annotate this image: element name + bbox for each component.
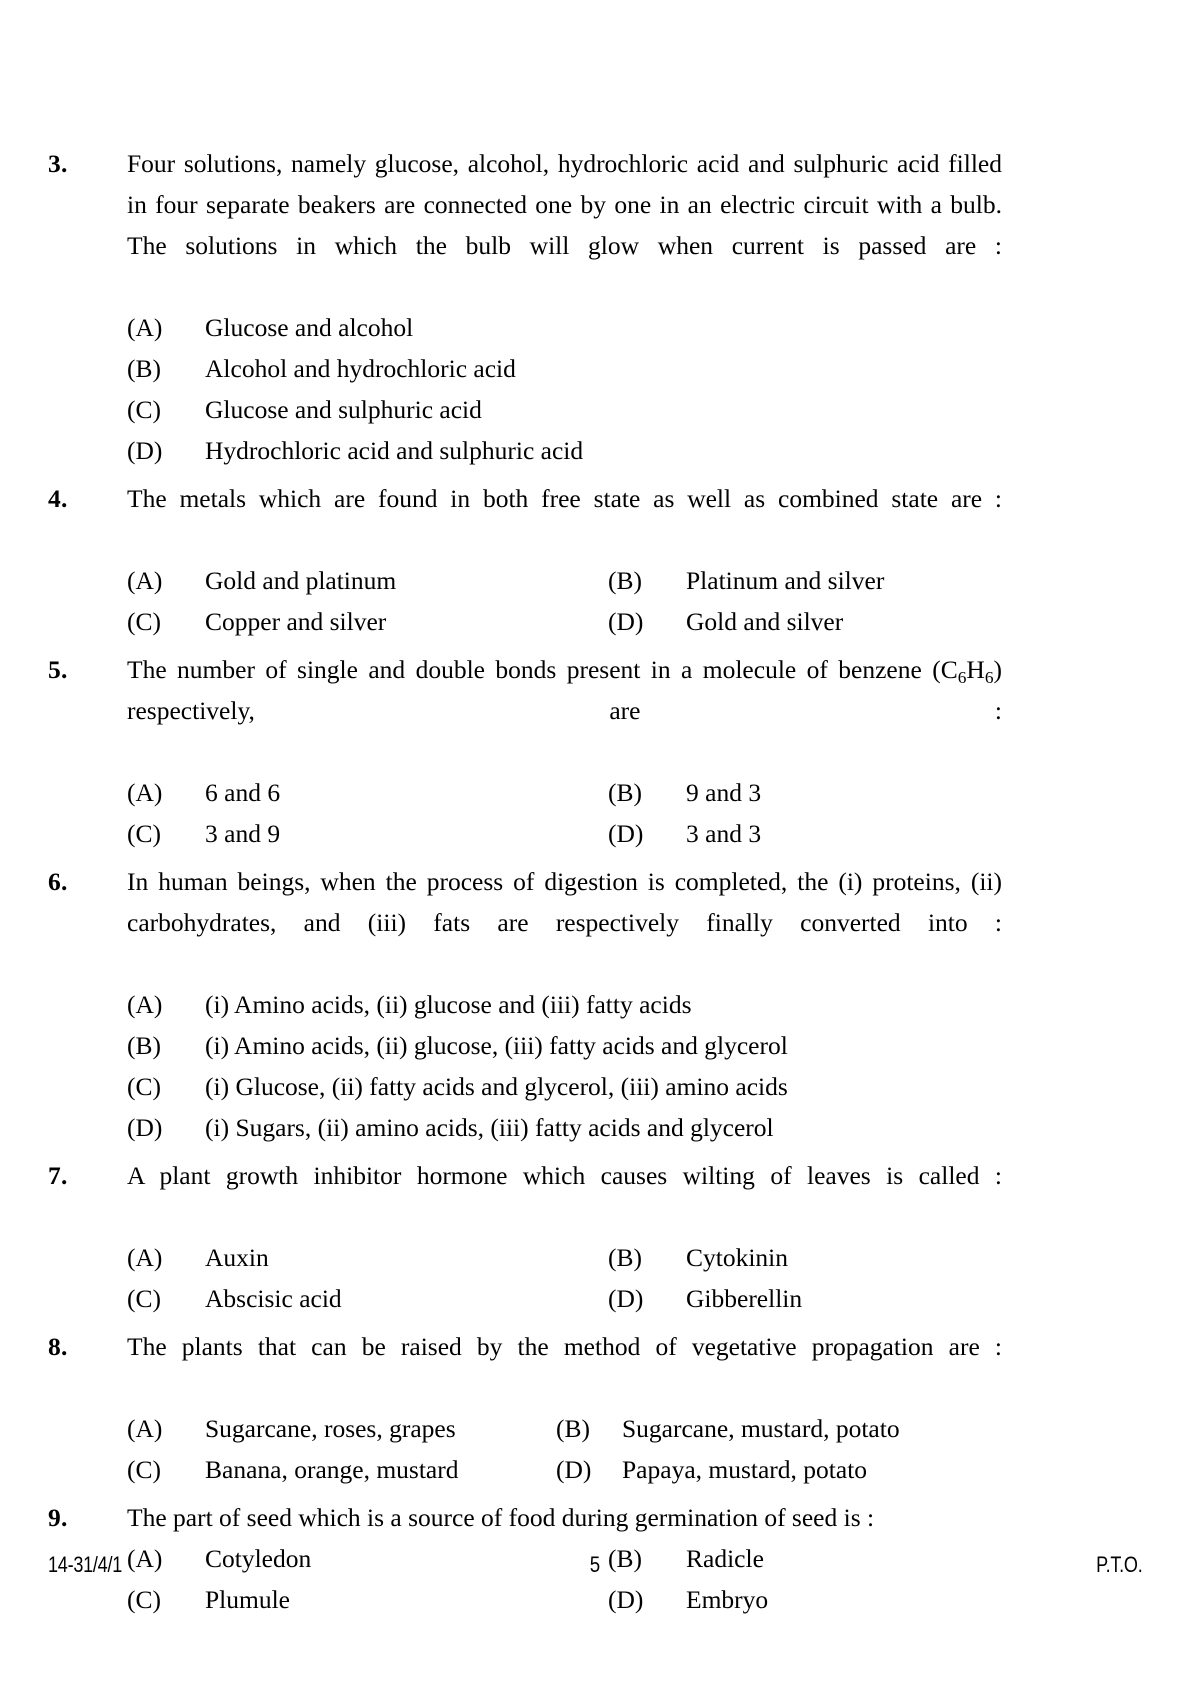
question-8-number: 8. — [48, 1332, 68, 1361]
page-number: 5 — [589, 1552, 601, 1577]
option-row — [127, 772, 1002, 813]
spacer — [48, 471, 1002, 478]
option-label: (C) — [127, 1284, 161, 1313]
option-row — [127, 348, 1002, 389]
option-row — [127, 1237, 1002, 1278]
option-text: Gold and silver — [686, 607, 844, 636]
option-text: (i) Amino acids, (ii) glucose and (iii) fatty acids — [205, 990, 692, 1019]
option-text: (i) Amino acids, (ii) glucose, (iii) fatty acids and glycerol — [205, 1031, 788, 1060]
option-label: (C) — [127, 1455, 161, 1484]
option-text: Glucose and alcohol — [205, 313, 414, 342]
question-9-stem: The part of seed which is a source of food during germination of seed is : — [127, 1503, 875, 1532]
spacer — [48, 1319, 1002, 1326]
question-4-option-b[interactable] — [608, 560, 884, 601]
option-label: (D) — [556, 1455, 592, 1484]
option-label: (D) — [608, 1585, 644, 1614]
question-6-stem: In human beings, when the process of digestion is completed, the (i) proteins, (ii) carbohydrates, and (iii) fats are respectively finally converted into : — [127, 867, 1002, 937]
option-label: (D) — [127, 436, 163, 465]
option-text: 3 and 9 — [205, 819, 281, 848]
option-label: (A) — [127, 313, 163, 342]
question-5-option-c[interactable] — [127, 813, 280, 854]
option-row — [127, 1025, 1002, 1066]
question-7-option-b[interactable] — [608, 1237, 788, 1278]
spacer — [48, 1490, 1002, 1497]
question-5-stem-part1: The number of single and double bonds present in a molecule of benzene (C — [127, 655, 958, 684]
page-footer — [48, 1548, 1142, 1582]
question-4-options — [48, 560, 1002, 642]
question-8-option-d[interactable] — [556, 1449, 867, 1490]
option-label: (D) — [608, 1284, 644, 1313]
option-row — [127, 307, 1002, 348]
question-8-option-a[interactable] — [127, 1408, 456, 1449]
option-label: (B) — [608, 778, 642, 807]
option-row — [127, 601, 1002, 642]
question-5-stem-part3: ) respectively, are : — [127, 655, 1002, 725]
option-text: Embryo — [686, 1585, 769, 1614]
option-text: Abscisic acid — [205, 1284, 342, 1313]
question-3-option-a[interactable] — [127, 307, 1002, 348]
question-3-option-b[interactable] — [127, 348, 1002, 389]
question-7-options — [48, 1237, 1002, 1319]
question-7-option-d[interactable] — [608, 1278, 802, 1319]
question-4-option-a[interactable] — [127, 560, 396, 601]
option-text: Cotyledon — [205, 1544, 312, 1573]
option-row — [127, 389, 1002, 430]
question-7 — [48, 1155, 1002, 1237]
question-list — [48, 143, 1002, 1620]
option-text: (i) Glucose, (ii) fatty acids and glycerol, (iii) amino acids — [205, 1072, 788, 1101]
option-label: (B) — [608, 566, 642, 595]
option-label: (C) — [127, 395, 161, 424]
question-7-number: 7. — [48, 1161, 68, 1190]
option-text: Plumule — [205, 1585, 291, 1614]
option-text: Radicle — [686, 1544, 764, 1573]
question-4-number: 4. — [48, 484, 68, 513]
question-6-options — [48, 984, 1002, 1148]
option-text: 3 and 3 — [686, 819, 762, 848]
question-8 — [48, 1326, 1002, 1408]
question-5-option-a[interactable] — [127, 772, 280, 813]
paper-code: 14-31/4/1 — [48, 1552, 123, 1577]
option-label: (B) — [608, 1544, 642, 1573]
question-3 — [48, 143, 1002, 307]
option-text: 9 and 3 — [686, 778, 762, 807]
option-label: (A) — [127, 778, 163, 807]
turn-over-note: P.T.O. — [1095, 1552, 1142, 1577]
question-3-option-d[interactable] — [127, 430, 1002, 471]
option-row — [127, 1107, 1002, 1148]
option-label: (A) — [127, 990, 163, 1019]
option-row — [127, 1278, 1002, 1319]
option-text: Alcohol and hydrochloric acid — [205, 354, 516, 383]
option-row — [127, 1066, 1002, 1107]
question-8-options — [48, 1408, 1002, 1490]
question-5-stem — [127, 649, 1002, 772]
question-6-option-d[interactable] — [127, 1107, 1002, 1148]
question-4-option-c[interactable] — [127, 601, 386, 642]
option-text: (i) Sugars, (ii) amino acids, (iii) fatty acids and glycerol — [205, 1113, 774, 1142]
option-label: (D) — [608, 819, 644, 848]
option-text: Cytokinin — [686, 1243, 789, 1272]
question-5-option-b[interactable] — [608, 772, 761, 813]
option-text: Glucose and sulphuric acid — [205, 395, 482, 424]
question-8-stem: The plants that can be raised by the method of vegetative propagation are : — [127, 1332, 1002, 1361]
option-label: (B) — [556, 1414, 590, 1443]
option-label: (B) — [127, 354, 161, 383]
option-text: Sugarcane, mustard, potato — [622, 1414, 900, 1443]
question-7-option-a[interactable] — [127, 1237, 269, 1278]
question-4-stem: The metals which are found in both free state as well as combined state are : — [127, 484, 1002, 513]
option-text: Hydrochloric acid and sulphuric acid — [205, 436, 584, 465]
question-6-option-c[interactable] — [127, 1066, 1002, 1107]
option-label: (A) — [127, 1544, 163, 1573]
option-text: Banana, orange, mustard — [205, 1455, 459, 1484]
option-text: Papaya, mustard, potato — [622, 1455, 868, 1484]
question-9-option-c[interactable] — [127, 1579, 290, 1620]
option-label: (D) — [608, 607, 644, 636]
question-8-option-c[interactable] — [127, 1449, 459, 1490]
option-row — [127, 1449, 1002, 1490]
option-label: (C) — [127, 1072, 161, 1101]
question-5-subscript-1: 6 — [957, 667, 967, 687]
question-5-number: 5. — [48, 655, 68, 684]
option-row — [127, 984, 1002, 1025]
option-label: (B) — [127, 1031, 161, 1060]
option-label: (C) — [127, 819, 161, 848]
option-label: (A) — [127, 1243, 163, 1272]
question-6-number: 6. — [48, 867, 68, 896]
option-text: Platinum and silver — [686, 566, 885, 595]
question-5-stem-part2: H — [966, 655, 985, 684]
option-label: (A) — [127, 1414, 163, 1443]
option-label: (C) — [127, 1585, 161, 1614]
question-6-option-a[interactable] — [127, 984, 1002, 1025]
option-text: Gibberellin — [686, 1284, 803, 1313]
question-9-option-d[interactable] — [608, 1579, 768, 1620]
option-label: (B) — [608, 1243, 642, 1272]
question-7-stem: A plant growth inhibitor hormone which causes wilting of leaves is called : — [127, 1161, 1002, 1190]
option-label: (D) — [127, 1113, 163, 1142]
option-label: (C) — [127, 607, 161, 636]
option-row — [127, 430, 1002, 471]
question-3-options — [48, 307, 1002, 471]
option-row — [127, 1408, 1002, 1449]
spacer — [48, 642, 1002, 649]
question-6-option-b[interactable] — [127, 1025, 1002, 1066]
option-text: Auxin — [205, 1243, 269, 1272]
question-5 — [48, 649, 1002, 772]
question-3-number: 3. — [48, 149, 68, 178]
question-9 — [48, 1497, 1002, 1538]
question-9-number: 9. — [48, 1503, 68, 1532]
option-text: Sugarcane, roses, grapes — [205, 1414, 456, 1443]
question-5-option-d[interactable] — [608, 813, 761, 854]
option-label: (A) — [127, 566, 163, 595]
question-5-options — [48, 772, 1002, 854]
question-3-stem: Four solutions, namely glucose, alcohol, hydrochloric acid and sulphuric acid filled in four separate beakers are connected one by one in an electric circuit with a bulb. The solutions in which the bulb will glow when current is passed are : — [127, 149, 1002, 260]
question-4-option-d[interactable] — [608, 601, 843, 642]
question-4 — [48, 478, 1002, 560]
option-row — [127, 1579, 1002, 1620]
spacer — [48, 854, 1002, 861]
option-row — [127, 560, 1002, 601]
question-5-subscript-2: 6 — [984, 667, 994, 687]
option-text: Copper and silver — [205, 607, 387, 636]
option-text: 6 and 6 — [205, 778, 281, 807]
spacer — [48, 1148, 1002, 1155]
question-3-option-c[interactable] — [127, 389, 1002, 430]
question-8-option-b[interactable] — [556, 1408, 900, 1449]
option-text: Gold and platinum — [205, 566, 397, 595]
option-row — [127, 813, 1002, 854]
question-7-option-c[interactable] — [127, 1278, 342, 1319]
question-6 — [48, 861, 1002, 984]
